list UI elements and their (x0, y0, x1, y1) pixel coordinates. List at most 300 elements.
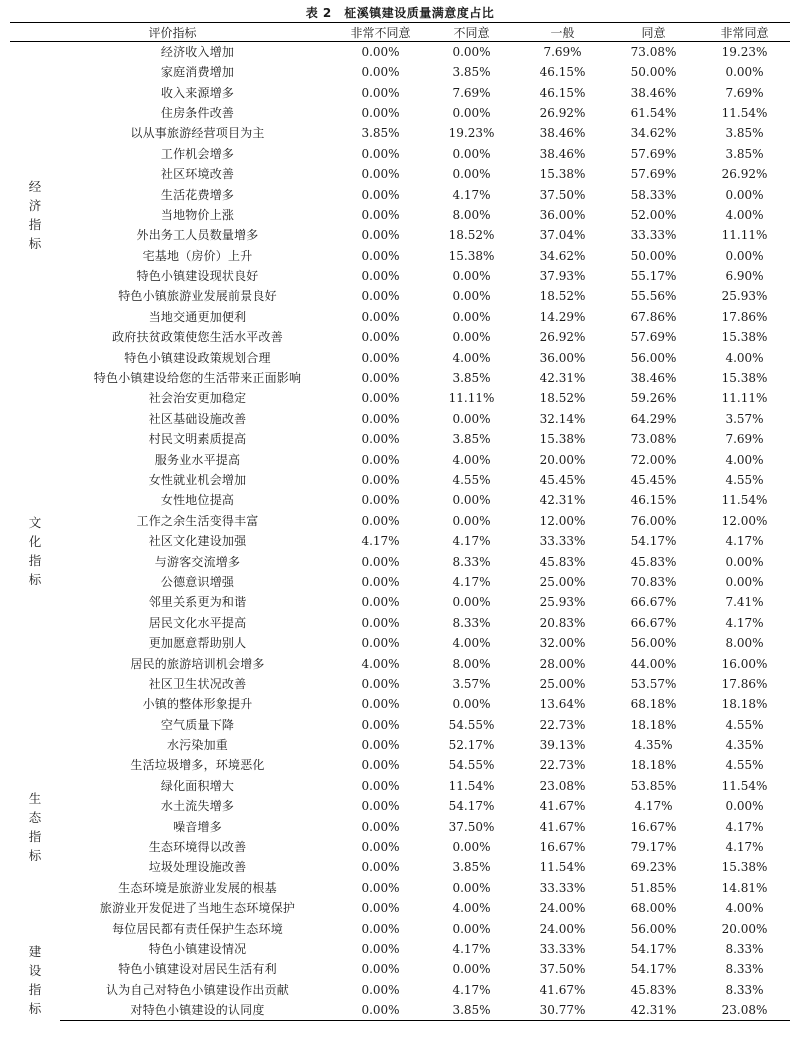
agree-cell: 4.35% (634, 738, 673, 753)
category-label: 生态指标 (28, 790, 42, 863)
neutral-cell: 18.52% (539, 289, 586, 304)
indicator-cell: 特色小镇建设情况 (148, 941, 247, 956)
neutral-cell: 28.00% (539, 656, 586, 671)
strongly-agree-cell: 3.57% (725, 411, 764, 426)
strongly-disagree-cell: 0.00% (361, 799, 400, 814)
disagree-cell: 3.85% (452, 371, 491, 386)
indicator-cell: 外出务工人员数量增多 (136, 228, 259, 243)
agree-cell: 70.83% (630, 574, 677, 589)
neutral-cell: 14.29% (539, 309, 586, 324)
disagree-cell: 3.57% (452, 676, 491, 691)
strongly-agree-cell: 15.38% (721, 371, 768, 386)
neutral-cell: 22.73% (539, 717, 586, 732)
neutral-cell: 15.38% (539, 167, 586, 182)
agree-cell: 4.17% (634, 799, 673, 814)
strongly-disagree-cell: 0.00% (361, 880, 400, 895)
neutral-cell: 26.92% (539, 330, 586, 345)
disagree-cell: 8.00% (452, 207, 491, 222)
strongly-agree-cell: 8.33% (725, 941, 764, 956)
indicator-cell: 工作之余生活变得丰富 (136, 513, 259, 528)
indicator-cell: 以从事旅游经营项目为主 (130, 126, 265, 141)
neutral-cell: 25.93% (539, 595, 586, 610)
strongly-agree-cell: 6.90% (725, 269, 764, 284)
table-row (10, 755, 790, 775)
disagree-cell: 4.17% (452, 574, 491, 589)
indicator-cell: 宅基地（房价）上升 (142, 248, 253, 263)
strongly-disagree-cell: 0.00% (361, 778, 400, 793)
indicator-cell: 服务业水平提高 (154, 452, 241, 467)
disagree-cell: 0.00% (452, 309, 491, 324)
indicator-cell: 生活花费增多 (160, 187, 235, 202)
agree-cell: 46.15% (630, 493, 677, 508)
category-cell (10, 42, 60, 389)
strongly-agree-cell: 4.55% (725, 473, 764, 487)
strongly-disagree-cell: 0.00% (361, 289, 400, 304)
neutral-cell: 45.83% (539, 554, 586, 569)
agree-cell: 42.31% (608, 1000, 699, 1021)
agree-cell: 51.85% (630, 880, 677, 895)
table-row (10, 470, 790, 490)
strongly-disagree-cell: 4.00% (361, 656, 400, 671)
table-row (10, 42, 790, 63)
neutral-cell: 23.08% (539, 778, 586, 793)
agree-cell: 45.83% (630, 554, 677, 569)
disagree-cell: 4.17% (452, 187, 491, 202)
table-row (10, 266, 790, 286)
header-disagree: 不同意 (426, 23, 517, 42)
table-row (10, 592, 790, 612)
agree-cell: 52.00% (630, 207, 677, 222)
neutral-cell: 30.77% (517, 1000, 608, 1021)
indicator-cell: 每位居民都有责任保护生态环境 (112, 921, 283, 936)
table-row (10, 572, 790, 592)
agree-cell: 16.67% (630, 819, 677, 834)
strongly-disagree-cell: 0.00% (361, 738, 400, 753)
strongly-agree-cell: 4.55% (725, 758, 764, 773)
strongly-disagree-cell: 0.00% (361, 982, 400, 997)
disagree-cell: 4.17% (452, 534, 491, 549)
strongly-agree-cell: 4.00% (725, 901, 764, 916)
indicator-cell: 社会治安更加稳定 (148, 391, 247, 406)
agree-cell: 50.00% (630, 248, 677, 263)
neutral-cell: 38.46% (539, 146, 586, 161)
neutral-cell: 25.00% (539, 676, 586, 691)
strongly-agree-cell: 20.00% (721, 921, 768, 936)
neutral-cell: 32.00% (539, 636, 586, 651)
category-cell (10, 715, 60, 939)
strongly-disagree-cell: 0.00% (361, 941, 400, 956)
header-indicator: 评价指标 (10, 23, 335, 42)
table-row (10, 327, 790, 347)
agree-cell: 64.29% (630, 411, 677, 426)
indicator-cell: 更加愿意帮助别人 (148, 636, 247, 651)
indicator-cell: 当地物价上涨 (160, 207, 235, 222)
strongly-disagree-cell: 0.00% (335, 1000, 426, 1021)
table-row (10, 246, 790, 266)
agree-cell: 38.46% (630, 85, 677, 100)
strongly-disagree-cell: 0.00% (361, 717, 400, 732)
strongly-disagree-cell: 0.00% (361, 309, 400, 324)
strongly-disagree-cell: 0.00% (361, 269, 400, 284)
neutral-cell: 41.67% (539, 982, 586, 997)
disagree-cell: 0.00% (452, 513, 491, 528)
strongly-disagree-cell: 0.00% (361, 411, 400, 426)
agree-cell: 56.00% (630, 921, 677, 936)
agree-cell: 76.00% (630, 513, 677, 528)
indicator-cell: 特色小镇建设对居民生活有利 (118, 962, 277, 977)
indicator-cell: 政府扶贫政策使您生活水平改善 (112, 330, 283, 345)
agree-cell: 56.00% (630, 636, 677, 651)
neutral-cell: 36.00% (539, 207, 586, 222)
neutral-cell: 41.67% (539, 819, 586, 834)
strongly-agree-cell: 4.55% (725, 717, 764, 732)
indicator-cell: 收入来源增多 (160, 85, 235, 100)
strongly-disagree-cell: 0.00% (361, 574, 400, 589)
indicator-cell: 旅游业开发促进了当地生态环境保护 (99, 901, 296, 916)
table-row (10, 980, 790, 1000)
indicator-cell: 公德意识增强 (160, 574, 235, 589)
neutral-cell: 18.52% (539, 391, 586, 406)
table-row (10, 959, 790, 979)
table-row (10, 347, 790, 367)
table-row (10, 674, 790, 694)
strongly-agree-cell: 8.33% (725, 962, 764, 977)
indicator-cell: 绿化面积增大 (160, 778, 235, 793)
table-row (10, 918, 790, 938)
strongly-agree-cell: 0.00% (725, 187, 764, 202)
disagree-cell: 0.00% (452, 411, 491, 426)
strongly-disagree-cell: 0.00% (361, 45, 400, 59)
satisfaction-table (10, 22, 790, 1021)
disagree-cell: 8.33% (452, 554, 491, 569)
agree-cell: 57.69% (630, 167, 677, 182)
strongly-agree-cell: 17.86% (721, 309, 768, 324)
disagree-cell: 3.85% (452, 860, 491, 875)
strongly-disagree-cell: 0.00% (361, 860, 400, 875)
table-row (10, 1000, 790, 1021)
neutral-cell: 37.93% (539, 269, 586, 284)
disagree-cell: 52.17% (448, 738, 495, 753)
strongly-agree-cell: 17.86% (721, 676, 768, 691)
strongly-disagree-cell: 0.00% (361, 697, 400, 712)
indicator-cell: 社区基础设施改善 (148, 411, 247, 426)
disagree-cell: 8.00% (452, 656, 491, 671)
strongly-agree-cell: 15.38% (721, 330, 768, 345)
neutral-cell: 46.15% (539, 65, 586, 80)
neutral-cell: 42.31% (539, 493, 586, 508)
agree-cell: 55.17% (630, 269, 677, 284)
indicator-cell: 居民的旅游培训机会增多 (130, 656, 265, 671)
strongly-agree-cell: 0.00% (725, 65, 764, 80)
disagree-cell: 3.85% (426, 1000, 517, 1021)
agree-cell: 66.67% (630, 595, 677, 610)
table-row (10, 286, 790, 306)
indicator-cell: 经济收入增加 (160, 45, 235, 59)
agree-cell: 72.00% (630, 452, 677, 467)
table-row (10, 898, 790, 918)
neutral-cell: 46.15% (539, 85, 586, 100)
strongly-agree-cell: 7.69% (725, 432, 764, 447)
header-strongly-disagree: 非常不同意 (335, 23, 426, 42)
agree-cell: 33.33% (630, 228, 677, 243)
strongly-agree-cell: 16.00% (721, 656, 768, 671)
neutral-cell: 20.00% (539, 452, 586, 467)
strongly-disagree-cell: 0.00% (361, 371, 400, 386)
strongly-agree-cell: 4.17% (725, 840, 764, 855)
neutral-cell: 26.92% (539, 105, 586, 120)
category-label: 文化指标 (28, 515, 42, 588)
strongly-disagree-cell: 0.00% (361, 432, 400, 447)
table-row (10, 511, 790, 531)
strongly-agree-cell: 4.17% (725, 819, 764, 834)
indicator-cell: 水污染加重 (167, 738, 229, 753)
agree-cell: 59.26% (630, 391, 677, 406)
disagree-cell: 4.00% (452, 636, 491, 651)
table-row (10, 164, 790, 184)
table-row (10, 776, 790, 796)
strongly-disagree-cell: 0.00% (361, 391, 400, 406)
strongly-agree-cell: 11.54% (721, 105, 768, 120)
strongly-disagree-cell: 0.00% (361, 207, 400, 222)
agree-cell: 45.45% (630, 473, 677, 487)
table-row (10, 939, 790, 959)
indicator-cell: 住房条件改善 (160, 105, 235, 120)
table-row (10, 184, 790, 204)
strongly-agree-cell: 8.33% (725, 982, 764, 997)
neutral-cell: 15.38% (539, 432, 586, 447)
strongly-disagree-cell: 0.00% (361, 105, 400, 120)
disagree-cell: 54.17% (448, 799, 495, 814)
strongly-agree-cell: 11.11% (721, 228, 768, 243)
strongly-disagree-cell: 0.00% (361, 350, 400, 365)
agree-cell: 54.17% (630, 941, 677, 956)
neutral-cell: 37.50% (539, 962, 586, 977)
indicator-cell: 特色小镇旅游业发展前景良好 (118, 289, 277, 304)
strongly-agree-cell: 3.85% (725, 146, 764, 161)
indicator-cell: 特色小镇建设给您的生活带来正面影响 (93, 371, 302, 386)
table-row (10, 531, 790, 551)
table-body (10, 42, 790, 1021)
strongly-disagree-cell: 0.00% (361, 819, 400, 834)
strongly-agree-cell: 11.11% (721, 391, 768, 406)
neutral-cell: 37.04% (539, 228, 586, 243)
strongly-agree-cell: 19.23% (721, 45, 768, 59)
strongly-disagree-cell: 0.00% (361, 676, 400, 691)
table-row (10, 225, 790, 245)
strongly-disagree-cell: 0.00% (361, 146, 400, 161)
strongly-agree-cell: 0.00% (725, 799, 764, 814)
table-row (10, 653, 790, 673)
header-neutral: 一般 (517, 23, 608, 42)
header-agree: 同意 (608, 23, 699, 42)
neutral-cell: 32.14% (539, 411, 586, 426)
strongly-disagree-cell: 0.00% (361, 615, 400, 630)
strongly-disagree-cell: 0.00% (361, 901, 400, 916)
neutral-cell: 41.67% (539, 799, 586, 814)
neutral-cell: 33.33% (539, 880, 586, 895)
agree-cell: 55.56% (630, 289, 677, 304)
strongly-disagree-cell: 0.00% (361, 921, 400, 936)
table-row (10, 633, 790, 653)
strongly-disagree-cell: 0.00% (361, 330, 400, 345)
table-row (10, 715, 790, 735)
table-row (10, 409, 790, 429)
disagree-cell: 11.54% (448, 778, 495, 793)
category-cell (10, 388, 60, 714)
strongly-agree-cell: 7.41% (725, 595, 764, 610)
neutral-cell: 33.33% (539, 534, 586, 549)
disagree-cell: 18.52% (448, 228, 495, 243)
strongly-disagree-cell: 0.00% (361, 493, 400, 508)
strongly-disagree-cell: 0.00% (361, 962, 400, 977)
disagree-cell: 4.00% (452, 901, 491, 916)
strongly-agree-cell: 3.85% (725, 126, 764, 141)
disagree-cell: 54.55% (448, 717, 495, 732)
table-row (10, 62, 790, 82)
table-row (10, 490, 790, 510)
strongly-disagree-cell: 0.00% (361, 228, 400, 243)
disagree-cell: 0.00% (452, 880, 491, 895)
strongly-agree-cell: 4.00% (725, 350, 764, 365)
disagree-cell: 4.17% (452, 941, 491, 956)
strongly-agree-cell: 0.00% (725, 574, 764, 589)
agree-cell: 68.00% (630, 901, 677, 916)
disagree-cell: 0.00% (452, 105, 491, 120)
disagree-cell: 54.55% (448, 758, 495, 773)
neutral-cell: 11.54% (539, 860, 586, 875)
indicator-cell: 邻里关系更为和谐 (148, 595, 247, 610)
neutral-cell: 38.46% (539, 126, 586, 141)
neutral-cell: 20.83% (539, 615, 586, 630)
disagree-cell: 0.00% (452, 289, 491, 304)
strongly-disagree-cell: 0.00% (361, 473, 400, 487)
neutral-cell: 12.00% (539, 513, 586, 528)
indicator-cell: 村民文明素质提高 (148, 432, 247, 447)
strongly-disagree-cell: 0.00% (361, 85, 400, 100)
neutral-cell: 42.31% (539, 371, 586, 386)
table-row (10, 857, 790, 877)
header-row (10, 23, 790, 42)
strongly-disagree-cell: 0.00% (361, 595, 400, 610)
neutral-cell: 45.45% (539, 473, 586, 487)
indicator-cell: 女性地位提高 (160, 493, 235, 508)
agree-cell: 50.00% (630, 65, 677, 80)
agree-cell: 45.83% (630, 982, 677, 997)
disagree-cell: 0.00% (452, 330, 491, 345)
strongly-agree-cell: 4.17% (725, 534, 764, 549)
indicator-cell: 社区卫生状况改善 (148, 676, 247, 691)
table-row (10, 205, 790, 225)
disagree-cell: 3.85% (452, 65, 491, 80)
strongly-disagree-cell: 0.00% (361, 248, 400, 263)
disagree-cell: 0.00% (452, 595, 491, 610)
table-row (10, 551, 790, 571)
indicator-cell: 生活垃圾增多，环境恶化 (130, 758, 265, 773)
agree-cell: 61.54% (630, 105, 677, 120)
indicator-cell: 生态环境得以改善 (148, 840, 247, 855)
strongly-agree-cell: 8.00% (725, 636, 764, 651)
indicator-cell: 对特色小镇建设的认同度 (60, 1000, 335, 1021)
agree-cell: 79.17% (630, 840, 677, 855)
agree-cell: 38.46% (630, 371, 677, 386)
strongly-disagree-cell: 3.85% (361, 126, 400, 141)
strongly-agree-cell: 4.00% (725, 452, 764, 467)
agree-cell: 68.18% (630, 697, 677, 712)
indicator-cell: 家庭消费增加 (160, 65, 235, 80)
table-row (10, 103, 790, 123)
table-row (10, 82, 790, 102)
agree-cell: 73.08% (630, 45, 677, 59)
strongly-agree-cell: 11.54% (721, 778, 768, 793)
indicator-cell: 特色小镇建设政策规划合理 (124, 350, 271, 365)
table-row (10, 837, 790, 857)
indicator-cell: 社区环境改善 (160, 167, 235, 182)
disagree-cell: 37.50% (448, 819, 495, 834)
neutral-cell: 37.50% (539, 187, 586, 202)
disagree-cell: 0.00% (452, 962, 491, 977)
table-row (10, 449, 790, 469)
strongly-disagree-cell: 0.00% (361, 840, 400, 855)
agree-cell: 66.67% (630, 615, 677, 630)
strongly-disagree-cell: 0.00% (361, 167, 400, 182)
strongly-agree-cell: 4.17% (725, 615, 764, 630)
agree-cell: 34.62% (630, 126, 677, 141)
neutral-cell: 24.00% (539, 921, 586, 936)
table-caption: 表 2 柾溪镇建设质量满意度占比 (305, 6, 495, 20)
indicator-cell: 当地交通更加便利 (148, 309, 247, 324)
strongly-agree-cell: 7.69% (725, 85, 764, 100)
category-label: 经济指标 (28, 179, 42, 252)
neutral-cell: 25.00% (539, 574, 586, 589)
strongly-agree-cell: 0.00% (725, 248, 764, 263)
strongly-agree-cell: 11.54% (721, 493, 768, 508)
indicator-cell: 垃圾处理设施改善 (148, 860, 247, 875)
neutral-cell: 34.62% (539, 248, 586, 263)
strongly-disagree-cell: 0.00% (361, 758, 400, 773)
table-row (10, 694, 790, 714)
disagree-cell: 15.38% (448, 248, 495, 263)
strongly-agree-cell: 14.81% (721, 880, 768, 895)
strongly-agree-cell: 15.38% (721, 860, 768, 875)
strongly-disagree-cell: 0.00% (361, 554, 400, 569)
indicator-cell: 社区文化建设加强 (148, 534, 247, 549)
table-row (10, 816, 790, 836)
agree-cell: 18.18% (630, 758, 677, 773)
disagree-cell: 0.00% (452, 269, 491, 284)
table-row (10, 368, 790, 388)
disagree-cell: 19.23% (448, 126, 495, 141)
neutral-cell: 7.69% (543, 45, 582, 59)
disagree-cell: 7.69% (452, 85, 491, 100)
table-row (10, 123, 790, 143)
agree-cell: 57.69% (630, 146, 677, 161)
agree-cell: 67.86% (630, 309, 677, 324)
neutral-cell: 24.00% (539, 901, 586, 916)
indicator-cell: 空气质量下降 (160, 717, 235, 732)
table-row (10, 388, 790, 408)
strongly-agree-cell: 4.35% (725, 738, 764, 753)
disagree-cell: 4.55% (452, 473, 491, 487)
agree-cell: 56.00% (630, 350, 677, 365)
neutral-cell: 22.73% (539, 758, 586, 773)
agree-cell: 44.00% (630, 656, 677, 671)
indicator-cell: 小镇的整体形象提升 (142, 697, 253, 712)
agree-cell: 57.69% (630, 330, 677, 345)
agree-cell: 53.85% (630, 778, 677, 793)
table-row (10, 429, 790, 449)
disagree-cell: 4.00% (452, 452, 491, 467)
neutral-cell: 39.13% (539, 738, 586, 753)
